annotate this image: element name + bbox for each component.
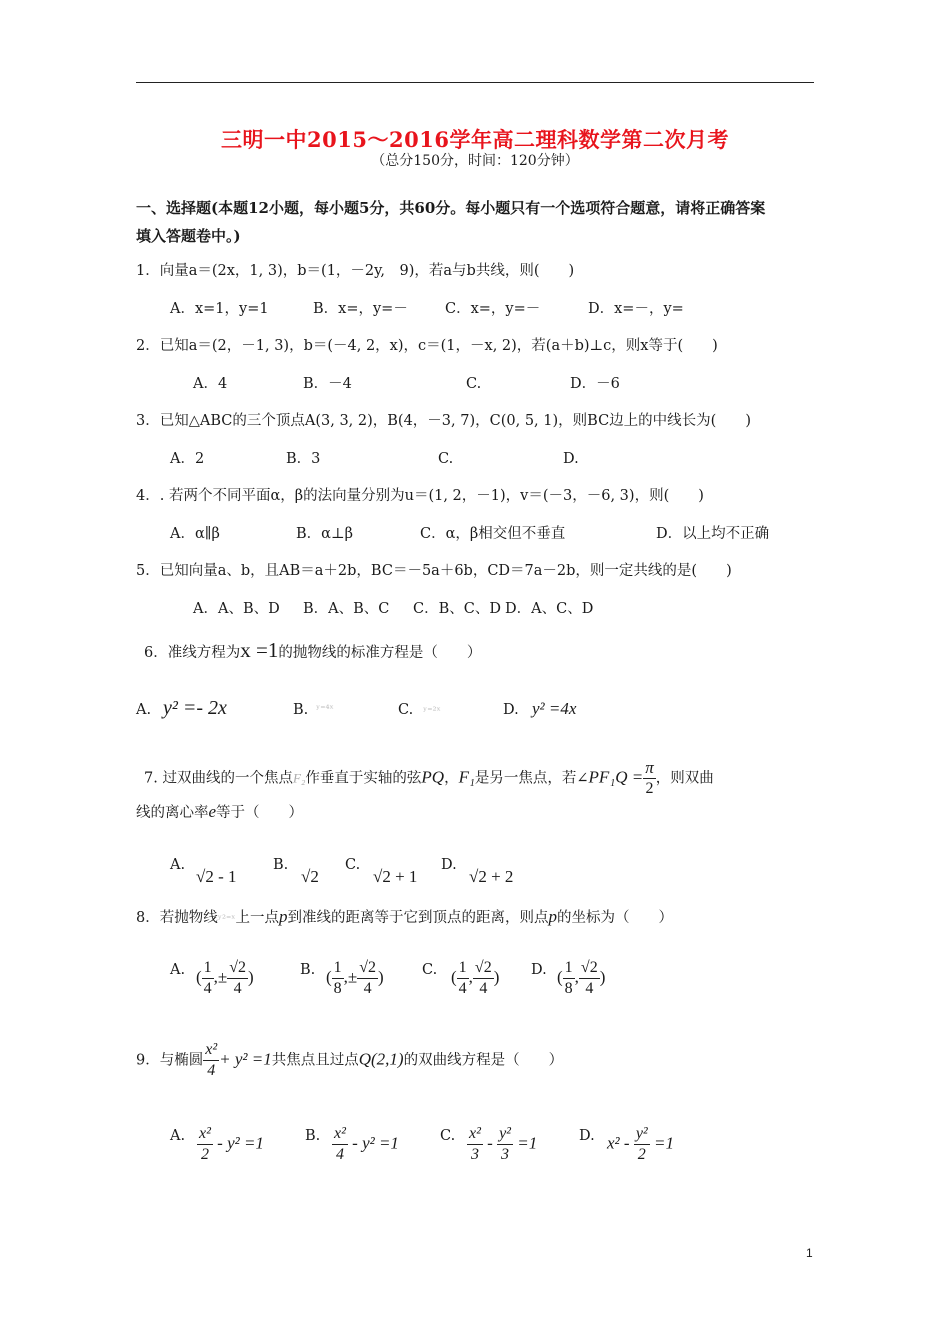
q9a-num: x² [197,1124,213,1145]
question-9-ellipse-frac [203,1040,219,1081]
question-8-text-b: 上一点 [235,910,279,926]
question-7-f1: F₁ [458,767,475,787]
question-7-f2: F₂ [292,770,306,786]
q8d-root-den: 4 [585,980,594,997]
q9c-den1: 3 [470,1146,479,1163]
question-7-line1: 7. 过双曲线的一个焦点F₂作垂直于实轴的弦PQ，F₁是另一焦点，若∠PF₁Q = $\frac{\pi}{2}$ ，则双曲 [144,758,714,797]
question-6-option-b-label: B. [293,702,309,718]
page-number: 1 [806,1246,813,1260]
question-6-directrix: x =1 [240,638,279,662]
question-7-option-a-label: A. [170,857,186,873]
question-7-option-c-label: C. [345,857,361,873]
question-1-option-d: D．x=－，y= [588,301,684,317]
section-heading-line2: 填入答题卷中。) [136,227,241,245]
question-7-text-b: 作垂直于实轴的弦 [305,770,422,787]
q9b-num: x² [332,1124,348,1145]
question-7-option-b-math: √2 [301,867,319,886]
question-9-option-b-math [332,1124,399,1165]
question-7-option-c-math: √2 + 1 [373,867,418,886]
question-7-angle: PF₁Q = [588,767,644,787]
question-9-stem [136,1040,563,1081]
question-8-option-b-math: ( $\frac{1}{8}$ ,± $\frac{√2}{4}$ ) [326,959,384,997]
q8c-num: 1 [457,958,469,979]
q8a-num: 1 [202,958,214,979]
q9c-minus: - [487,1133,493,1153]
question-9-option-c-math [467,1124,537,1165]
question-3-stem: 3．已知△ABC的三个顶点A(3, 3, 2)，B(4，－3, 7)，C(0, 5, 1)，则BC边上的中线长为( ) [136,413,751,429]
question-9-text-b: 共焦点且过点 [271,1052,359,1069]
question-4-option-d: D．以上均不正确 [656,526,770,542]
question-9-text-c: 的双曲线方程是（ ） [403,1052,564,1069]
question-3-option-b: B．3 [286,451,321,467]
question-7-e: e [208,802,217,821]
question-9-option-a-math [197,1124,264,1165]
question-5-option-a: A．A、B、D [193,601,280,617]
question-6-option-a-math: y² =- 2x [163,697,227,719]
q8b-root: √2 [357,958,378,979]
q8a-root-den: 4 [233,980,242,997]
question-6-option-c-faded: ʸ⁼²ˣ [423,706,441,717]
question-7-option-d-label: D. [441,857,457,873]
q9d-rest: =1 [653,1133,674,1153]
q9c-den2: 3 [501,1146,510,1163]
question-6-option-b-faded: ʸ⁼⁴ˣ [316,704,334,715]
question-8-text-a: 8．若抛物线 [136,910,218,926]
question-7-text-a: 7. 过双曲线的一个焦点 [144,770,293,787]
q8a-root: √2 [227,958,248,979]
question-9-text-a: 9．与椭圆 [136,1052,204,1069]
q9a-den: 2 [200,1146,209,1163]
question-8-option-b-label: B. [300,962,316,978]
q9a-rest: - y² =1 [217,1133,264,1153]
question-4-option-c: C．α，β相交但不垂直 [420,526,566,542]
question-2-option-a: A．4 [193,376,228,392]
question-3-option-c: C. [438,451,454,467]
question-3-option-d: D. [563,451,579,467]
q9c-num2: y² [497,1124,513,1145]
question-8-option-d-label: D. [531,962,547,978]
question-7-option-a-math: √2 - 1 [196,867,237,886]
question-8-p: p [279,907,288,926]
question-8-option-d-math: ( $\frac{1}{8}$ , $\frac{√2}{4}$ ) [557,959,606,997]
q8a-den: 4 [203,980,212,997]
exam-title: 三明一中2015～2016学年高二理科数学第二次月考 [221,127,729,152]
question-7-option-b-label: B. [273,857,289,873]
section-heading-line1: 一、选择题(本题12小题，每小题5分，共60分。每小题只有一个选项符合题意，请将正确答案 [136,199,766,217]
question-8-stem [136,907,673,930]
exam-subtitle: （总分150分，时间：120分钟） [371,153,579,169]
question-6-option-c-label: C. [398,702,414,718]
question-6-stem-post: 的抛物线的标准方程是（ ） [278,645,482,661]
q8c-root: √2 [473,958,494,979]
question-4-option-a: A．α∥β [170,526,220,542]
q9d-pre: x² - [607,1133,630,1153]
question-7-pi: π [645,758,654,777]
question-6-stem [144,640,481,663]
question-7-pq: PQ [421,767,445,787]
question-2-option-b: B．－4 [303,376,352,392]
question-1-option-c: C．x=，y=－ [445,301,541,317]
question-5-option-b: B．A、B、C [303,601,390,617]
question-8-text-c: 到准线的距离等于它到顶点的距离，则点 [287,910,549,926]
q9d-num: y² [634,1124,650,1145]
q9c-num1: x² [467,1124,483,1145]
question-8-text-d: 的坐标为（ ） [557,910,673,926]
question-7-text-e: 线的离心率 [136,805,209,821]
question-6-option-a-label: A. [136,702,152,718]
q9b-rest: - y² =1 [352,1133,399,1153]
q8b-num: 1 [332,958,344,979]
question-4-stem: 4．. 若两个不同平面α，β的法向量分别为u＝(1, 2，－1)，v＝(－3，－6, 3)，则( ) [136,488,704,504]
question-8-option-c-math: ( $\frac{1}{4}$ , $\frac{√2}{4}$ ) [451,959,500,997]
question-9-option-c-label: C. [440,1128,456,1144]
q9b-den: 4 [335,1146,344,1163]
question-7-text-c: 是另一焦点，若∠ [474,770,589,787]
question-1-stem: 1．向量a＝(2x，1, 3)，b＝(1，－2y, 9)，若a与b共线，则( ) [136,263,575,279]
q9c-rest: =1 [517,1133,538,1153]
question-2-option-d: D．－6 [570,376,620,392]
question-7-line2 [136,802,303,823]
q8b-root-den: 4 [363,980,372,997]
question-1-option-b: B．x=，y=－ [313,301,408,317]
question-9-point: Q(2,1) [358,1049,404,1069]
question-7-option-d-math: √2 + 2 [469,867,514,886]
question-7-pi-over-2 [643,758,656,799]
question-6-option-d-math: y² =4x [532,699,577,718]
header-rule [136,82,814,83]
question-8-option-a-math: ( $\frac{1}{4}$ ,± $\frac{√2}{4}$ ) [196,959,254,997]
question-9-ellipse-rest: + y² =1 [219,1049,272,1069]
question-8-faded-equation: ʸ²⁼ˣ [217,914,236,925]
question-7-two: 2 [645,780,654,797]
q8b-den: 8 [333,980,342,997]
question-1-option-a: A．x=1，y=1 [170,301,269,317]
question-8-option-c-label: C. [422,962,438,978]
question-9-option-b-label: B. [305,1128,321,1144]
question-5-option-c: C．B、C、D [413,601,501,617]
q9-ellipse-den: 4 [207,1062,216,1079]
question-2-option-c: C. [466,376,482,392]
q8d-root: √2 [579,958,600,979]
q8d-num: 1 [563,958,575,979]
question-9-option-d-label: D. [579,1128,595,1144]
question-7-text-f: 等于（ ） [216,805,304,821]
question-7-text-d: ，则双曲 [655,770,714,787]
q8d-den: 8 [564,980,573,997]
question-4-option-b: B．α⊥β [296,526,353,542]
question-6-stem-pre: 6．准线方程为 [144,645,241,661]
question-6-option-d-label: D. [503,702,519,718]
q8c-root-den: 4 [479,980,488,997]
q9-ellipse-num: x² [203,1040,219,1061]
question-5-stem: 5．已知向量a、b，且AB＝a＋2b，BC＝－5a＋6b，CD＝7a－2b，则一定共线的是( ) [136,563,732,579]
question-9-option-a-label: A. [170,1128,186,1144]
question-2-stem: 2．已知a＝(2，－1, 3)，b＝(－4, 2，x)，c＝(1，－x, 2)，若(a＋b)⊥c，则x等于( ) [136,338,718,354]
q8c-den: 4 [458,980,467,997]
question-3-option-a: A．2 [170,451,205,467]
q9d-den: 2 [637,1146,646,1163]
question-8-option-a-label: A. [170,962,186,978]
question-9-option-d-math [607,1124,674,1165]
question-5-option-d: D．A、C、D [505,601,594,617]
question-8-p-2: p [548,907,557,926]
